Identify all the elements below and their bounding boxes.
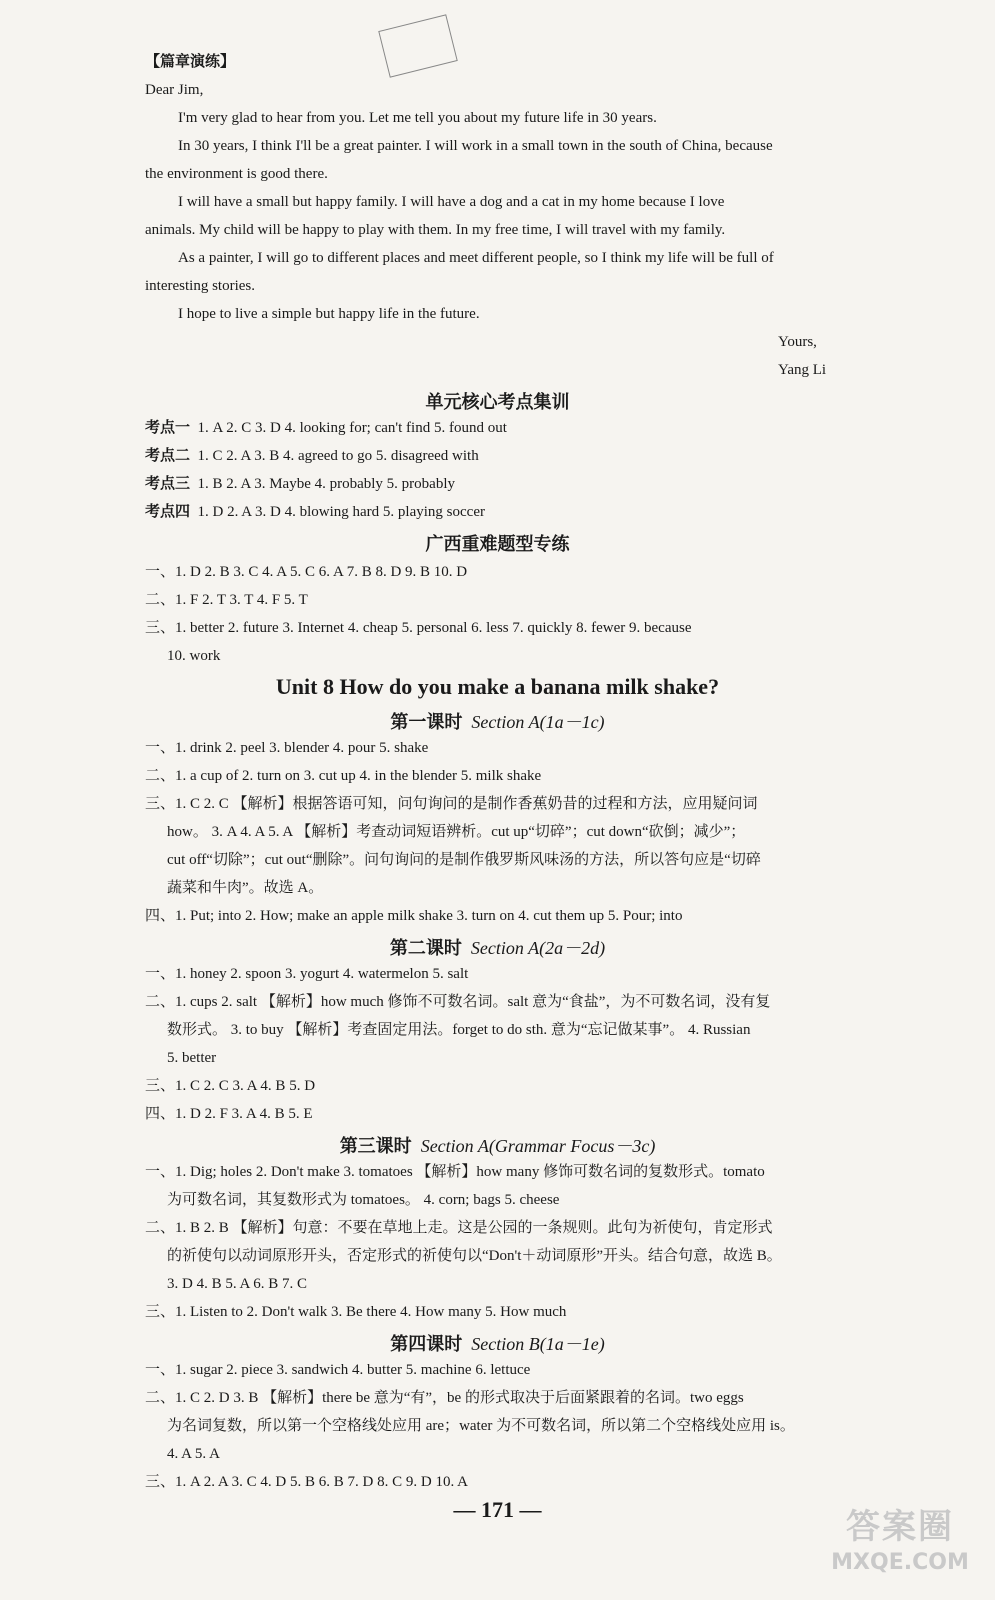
guangxi-line-3: 三、1. better 2. future 3. Internet 4. cheap 5. personal 6. less 7. quickly 8. fewer 9. because: [145, 620, 692, 636]
guangxi-line-1: 一、1. D 2. B 3. C 4. A 5. C 6. A 7. B 8. D 9. B 10. D: [145, 564, 468, 580]
lesson-1-line: 三、1. C 2. C 【解析】根据答语可知，问句询问的是制作香蕉奶昔的过程和方法，应用疑问词: [145, 796, 758, 812]
lesson-3-line: 的祈使句以动词原形开头，否定形式的祈使句以“Don't＋动词原形”开头。结合句意，故选 B。: [167, 1248, 782, 1264]
lesson-2-line: 5. better: [167, 1050, 217, 1066]
lesson-1-line: 四、1. Put; into 2. How; make an apple milk shake 3. turn on 4. cut them up 5. Pour; into: [145, 908, 683, 924]
lesson-1-line: cut off“切除”；cut out“删除”。问句询问的是制作俄罗斯风味汤的方法，所以答句应是“切碎: [167, 852, 761, 868]
lesson-2-line: 四、1. D 2. F 3. A 4. B 5. E: [145, 1106, 313, 1122]
lesson-2-heading: 第二课时 Section A(2a－2d): [389, 938, 606, 959]
lesson-4-line: 一、1. sugar 2. piece 3. sandwich 4. butter 5. machine 6. lettuce: [145, 1362, 531, 1378]
watermark-logo: 答案圈 MXQE.COM: [831, 1507, 969, 1575]
letter-greeting: Dear Jim,: [145, 82, 204, 98]
lesson-2-line: 一、1. honey 2. spoon 3. yogurt 4. watermelon 5. salt: [145, 966, 469, 982]
lesson-3-line: 三、1. Listen to 2. Don't walk 3. Be there 4. How many 5. How much: [145, 1304, 567, 1320]
lesson-3-line: 为可数名词，其复数形式为 tomatoes。 4. corn; bags 5. cheese: [167, 1192, 560, 1208]
lesson-1-line: how。 3. A 4. A 5. A 【解析】考查动词短语辨析。cut up“切碎”；cut down“砍倒；减少”；: [167, 824, 746, 840]
letter-paragraph-3b: animals. My child will be happy to play with them. In my free time, I will travel with my family.: [145, 222, 726, 238]
letter-paragraph-5: I hope to live a simple but happy life in the future.: [178, 306, 480, 322]
lesson-4-line: 4. A 5. A: [167, 1446, 220, 1462]
core-row: 考点三 1. B 2. A 3. Maybe 4. probably 5. probably: [145, 476, 455, 492]
guangxi-title: 广西重难题型专练: [425, 534, 570, 555]
page-number: — 171 —: [453, 1497, 542, 1522]
lesson-4-heading: 第四课时 Section B(1a－1e): [390, 1334, 605, 1355]
letter-paragraph-1: I'm very glad to hear from you. Let me tell you about my future life in 30 years.: [178, 110, 657, 126]
letter-closing: Yours,: [778, 334, 817, 350]
lesson-3-heading: 第三课时 Section A(Grammar Focus－3c): [339, 1136, 656, 1157]
lesson-1-heading: 第一课时 Section A(1a－1c): [390, 712, 605, 733]
lesson-2-line: 数形式。 3. to buy 【解析】考查固定用法。forget to do sth. 意为“忘记做某事”。 4. Russian: [167, 1022, 751, 1038]
guangxi-line-4: 10. work: [167, 648, 221, 664]
core-row: 考点二 1. C 2. A 3. B 4. agreed to go 5. disagreed with: [145, 448, 479, 464]
letter-paragraph-4a: As a painter, I will go to different places and meet different people, so I think my life will be full of: [178, 250, 774, 266]
unit-title: Unit 8 How do you make a banana milk shake?: [275, 674, 720, 699]
letter-paragraph-2a: In 30 years, I think I'll be a great painter. I will work in a small town in the south of China, because: [178, 138, 773, 154]
lesson-3-line: 3. D 4. B 5. A 6. B 7. C: [167, 1276, 308, 1292]
core-row: 考点一 1. A 2. C 3. D 4. looking for; can't find 5. found out: [145, 420, 507, 436]
lesson-1-line: 蔬菜和牛肉”。故选 A。: [167, 880, 324, 896]
letter-paragraph-3a: I will have a small but happy family. I will have a dog and a cat in my home because I love: [178, 194, 725, 210]
lesson-3-line: 一、1. Dig; holes 2. Don't make 3. tomatoes 【解析】how many 修饰可数名词的复数形式。tomato: [145, 1164, 765, 1180]
lesson-4-line: 二、1. C 2. D 3. B 【解析】there be 意为“有”，be 的形式取决于后面紧跟着的名词。two eggs: [145, 1390, 744, 1406]
lesson-3-line: 二、1. B 2. B 【解析】句意：不要在草地上走。这是公园的一条规则。此句为祈使句，肯定形式: [145, 1220, 773, 1236]
lesson-2-line: 三、1. C 2. C 3. A 4. B 5. D: [145, 1078, 316, 1094]
section-tag: 【篇章演练】: [145, 54, 236, 70]
guangxi-line-2: 二、1. F 2. T 3. T 4. F 5. T: [145, 592, 308, 608]
core-title: 单元核心考点集训: [425, 392, 570, 413]
letter-signature: Yang Li: [778, 362, 827, 378]
lesson-1-line: 二、1. a cup of 2. turn on 3. cut up 4. in the blender 5. milk shake: [145, 768, 542, 784]
core-row: 考点四 1. D 2. A 3. D 4. blowing hard 5. playing soccer: [145, 504, 485, 520]
letter-paragraph-4b: interesting stories.: [145, 278, 255, 294]
lesson-4-line: 三、1. A 2. A 3. C 4. D 5. B 6. B 7. D 8. C 9. D 10. A: [145, 1474, 468, 1490]
lesson-4-line: 为名词复数，所以第一个空格线处应用 are；water 为不可数名词，所以第二个空格线处应用 is。: [167, 1418, 795, 1434]
lesson-2-line: 二、1. cups 2. salt 【解析】how much 修饰不可数名词。salt 意为“食盐”，为不可数名词，没有复: [145, 994, 771, 1010]
lesson-1-line: 一、1. drink 2. peel 3. blender 4. pour 5. shake: [145, 740, 429, 756]
letter-paragraph-2b: the environment is good there.: [145, 166, 328, 182]
